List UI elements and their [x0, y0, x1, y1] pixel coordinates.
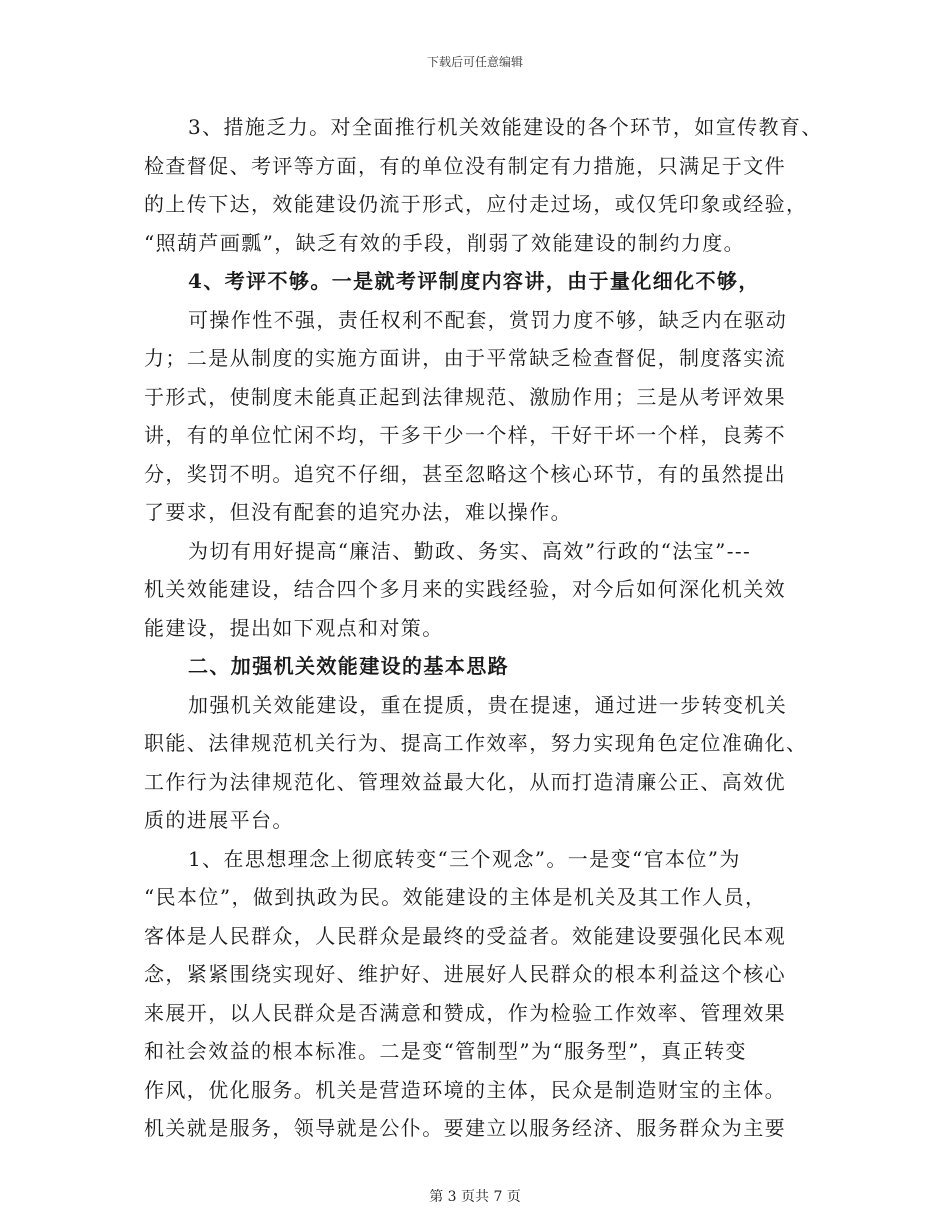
text-line: “照葫芦画瓢”，缺乏有效的手段，削弱了效能建设的制约力度。: [144, 230, 746, 255]
text-line: 加强机关效能建设，重在提质，贵在提速，通过进一步转变机关: [188, 692, 788, 717]
text-line: 能建设，提出如下观点和对策。: [144, 615, 444, 640]
text-line: 3、措施乏力。对全面推行机关效能建设的各个环节，如宣传教育、: [188, 115, 823, 139]
text-line: 机关效能建设，结合四个多月来的实践经验，对今后如何深化机关效: [144, 577, 786, 601]
text-line: 检查督促、考评等方面，有的单位没有制定有力措施，只满足于文件: [144, 153, 786, 178]
text-line: 讲，有的单位忙闲不均，干多干少一个样，干好干坏一个样，良莠不: [144, 423, 786, 447]
text-line: 为切有用好提高“廉洁、勤政、务实、高效”行政的“法宝”---: [188, 538, 752, 563]
text-line: 来展开，以人民群众是否满意和赞成，作为检验工作效率、管理效果: [144, 1000, 786, 1025]
text-line: 和社会效益的根本标准。二是变“管制型”为“服务型”，真正转变: [144, 1039, 747, 1063]
text-line: 分，奖罚不明。追究不仔细，甚至忽略这个核心环节，有的虽然提出: [144, 461, 786, 486]
text-line: 作风，优化服务。机关是营造环境的主体，民众是制造财宝的主体。: [144, 1077, 786, 1102]
text-line: 质的进展平台。: [144, 808, 294, 832]
text-line: 1、在思想理念上彻底转变“三个观念”。一是变“官本位”为: [188, 846, 741, 871]
text-line: 于形式，使制度未能真正起到法律规范、激励作用；三是从考评效果: [144, 384, 786, 409]
document-body: [144, 108, 823, 1148]
page-header: 下载后可任意编辑: [426, 55, 523, 69]
page-footer: 第 3 页共 7 页: [429, 1189, 521, 1205]
text-line: 的上传下达，效能建设仍流于形式，应付走过场，或仅凭印象或经验，: [144, 192, 808, 216]
text-line: 工作行为法律规范化、管理效益最大化，从而打造清廉公正、高效优: [144, 769, 786, 794]
text-line: 了要求，但没有配套的追究办法，难以操作。: [144, 500, 572, 524]
text-line: 可操作性不强，责任权利不配套，赏罚力度不够，缺乏内在驱动: [188, 307, 788, 332]
text-line: 力；二是从制度的实施方面讲，由于平常缺乏检查督促，制度落实流: [144, 346, 786, 370]
text-line: 念，紧紧围绕实现好、维护好、进展好人民群众的根本利益这个核心: [144, 962, 786, 986]
text-line: “民本位”，做到执政为民。效能建设的主体是机关及其工作人员，: [144, 885, 767, 909]
heading-line: 二、加强机关效能建设的基本思路: [188, 654, 509, 678]
text-line: 职能、法律规范机关行为、提高工作效率，努力实现角色定位准确化、: [144, 731, 808, 755]
text-line: 客体是人民群众，人民群众是最终的受益者。效能建设要强化民本观: [144, 923, 786, 948]
heading-line: 4、考评不够。一是就考评制度内容讲，由于量化细化不够，: [188, 269, 760, 293]
text-line: 机关就是服务，领导就是公仆。要建立以服务经济、服务群众为主要: [144, 1116, 786, 1140]
